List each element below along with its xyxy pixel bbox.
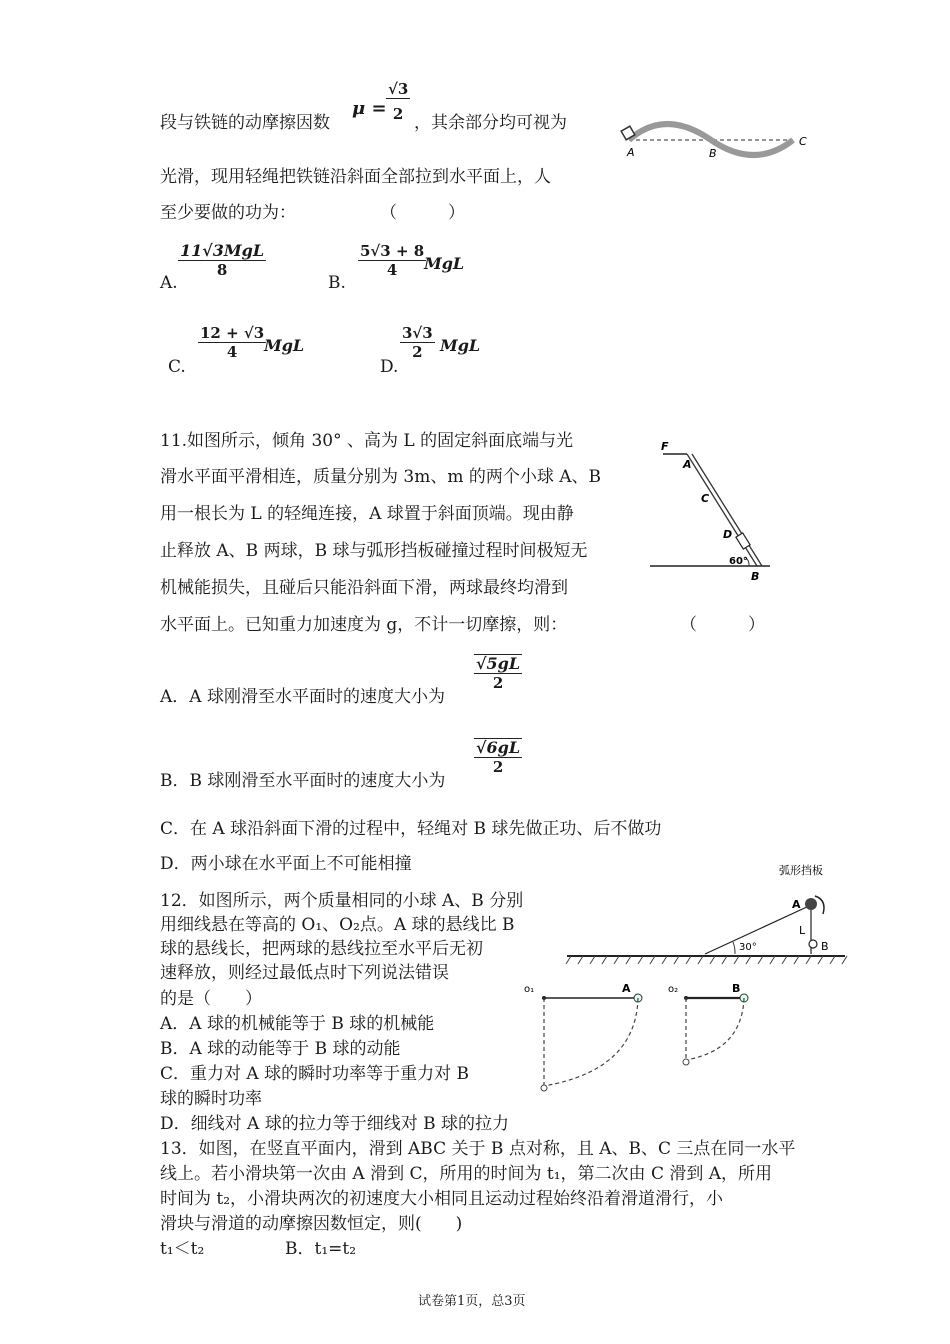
page-footer: 试卷第1页，总3页 bbox=[418, 1294, 526, 1309]
q12-fig-label-o1: o₁ bbox=[524, 984, 535, 995]
q11-fig-slope-line1 bbox=[687, 454, 757, 566]
q12-fig-dash-b-arc bbox=[686, 998, 744, 1060]
q12-fig-label-b: B bbox=[821, 940, 829, 953]
q11-incline-figure bbox=[645, 436, 775, 586]
q10-option-d-suffix: MgL bbox=[440, 336, 481, 355]
q10-option-b-suffix: MgL bbox=[424, 254, 465, 273]
q10-option-c-label: C. bbox=[168, 357, 186, 377]
q10-option-a-label: A. bbox=[160, 273, 178, 293]
q12-fig-title: 弧形挡板 bbox=[779, 864, 823, 877]
q12-fig-angle-arc bbox=[733, 942, 735, 954]
q13-option-1: t₁＜t₂ bbox=[160, 1239, 205, 1259]
q12-fig-ball-b bbox=[809, 940, 817, 948]
q11-fig-slope-line2 bbox=[692, 454, 762, 566]
q11-option-a-fraction: $\frac{√5gL}{2}$ bbox=[476, 654, 521, 692]
q11-line-5: 机械能损失，且碰后只能沿斜面下滑，两球最终均滑到 bbox=[160, 578, 568, 598]
q11-option-a: A．A 球刚滑至水平面时的速度大小为 bbox=[160, 687, 445, 707]
q12-fig-ground-hatch bbox=[566, 956, 847, 964]
q10-option-a-fraction: 11√3MgL 8 bbox=[180, 241, 265, 279]
q12-fig-label-a: A bbox=[622, 982, 631, 995]
q11-answer-paren: （ ） bbox=[680, 615, 765, 635]
q12-fig-slope bbox=[705, 906, 809, 954]
q10-line1: 段与铁链的动摩擦因数 bbox=[160, 113, 330, 133]
q12-line-4: 速释放，则经过最低点时下列说法错误 bbox=[160, 963, 449, 983]
q10-option-d-fraction: $\frac{3√3}{2}$ bbox=[402, 324, 433, 361]
q12-fig-label-a: A bbox=[792, 898, 801, 911]
q11-option-b: B．B 球刚滑至水平面时的速度大小为 bbox=[160, 771, 446, 791]
q12-option-c-1: C．重力对 A 球的瞬时功率等于重力对 B bbox=[160, 1064, 469, 1084]
q11-fig-ball-d bbox=[736, 533, 750, 549]
q11-line-2: 滑水平面平滑相连，质量分别为 3m、m 的两个小球 A、B bbox=[160, 467, 602, 487]
q11-fig-label-c: C bbox=[701, 492, 710, 505]
q12-option-b: B．A 球的动能等于 B 球的动能 bbox=[160, 1039, 401, 1059]
q12-fig-ball-a-bottom bbox=[541, 1085, 547, 1091]
q13-line-2: 线上。若小滑块第一次由 A 滑到 C，所用的时间为 t₁，第二次由 C 滑到 A，所用 bbox=[160, 1164, 773, 1184]
q12-fig-label-l: L bbox=[799, 924, 806, 937]
q12-option-c-2: 球的瞬时功率 bbox=[160, 1089, 262, 1109]
q11-fig-label-a: A bbox=[683, 458, 692, 471]
q10-answer-paren: （ ） bbox=[380, 203, 465, 223]
q12-line-5: 的是（ ） bbox=[160, 989, 262, 1009]
q10-option-b-fraction: $\frac{5√3 + 8}{4}$ bbox=[360, 242, 425, 279]
q12-fig-ball-b-bottom bbox=[683, 1059, 689, 1065]
q11-option-b-fraction: $\frac{√6gL}{2}$ bbox=[476, 738, 521, 776]
q12-option-d: D．细线对 A 球的拉力等于细线对 B 球的拉力 bbox=[160, 1114, 510, 1134]
q11-option-d: D．两小球在水平面上不可能相撞 bbox=[160, 854, 412, 874]
q12-baffle-figure bbox=[565, 860, 850, 972]
q10-fig-label-a: A bbox=[627, 146, 635, 159]
q12-line-2: 用细线悬在等高的 O₁、O₂点。A 球的悬线比 B bbox=[160, 915, 515, 935]
q10-option-c-suffix: MgL bbox=[264, 336, 305, 355]
q12-fig-dash-a-arc bbox=[544, 998, 638, 1086]
q10-fig-label-c: C bbox=[799, 135, 807, 148]
q10-line2: 光滑，现用轻绳把铁链沿斜面全部拉到水平面上，人 bbox=[160, 167, 551, 187]
q12-fig-ball-a bbox=[805, 898, 817, 910]
q10-chain-figure bbox=[615, 112, 815, 162]
q10-line1-tail: ，其余部分均可视为 bbox=[414, 113, 567, 133]
q12-line-1: 12．如图所示，两个质量相同的小球 A、B 分别 bbox=[160, 891, 524, 911]
q10-option-d-label: D. bbox=[380, 357, 399, 377]
q10-option-c-fraction: $\frac{12 + √3}{4}$ bbox=[200, 324, 265, 361]
q10-mu-fraction: $\frac{√3}{2}$ bbox=[388, 80, 409, 123]
q11-line-3: 用一根长为 L 的轻绳连接，A 球置于斜面顶端。现由静 bbox=[160, 504, 574, 524]
q10-option-b-label: B. bbox=[328, 273, 346, 293]
q13-line-1: 13．如图，在竖直平面内，滑到 ABC 关于 B 点对称，且 A、B、C 三点在同一水平 bbox=[160, 1139, 796, 1159]
q10-line3: 至少要做的功为： bbox=[160, 203, 296, 223]
q10-mu-symbol: μ = bbox=[352, 98, 387, 119]
q11-line-4: 止释放 A、B 两球，B 球与弧形挡板碰撞过程时间极短无 bbox=[160, 541, 588, 561]
q11-fig-label-f: F bbox=[661, 440, 669, 453]
q12-fig-angle: 30° bbox=[739, 942, 757, 953]
q10-fig-label-b: B bbox=[709, 147, 717, 160]
q13-line-4: 滑块与滑道的动摩擦因数恒定，则( ) bbox=[160, 1214, 463, 1234]
q12-fig-label-b: B bbox=[732, 982, 741, 995]
q13-line-3: 时间为 t₂，小滑块两次的初速度大小相同且运动过程始终沿着滑道滑行，小 bbox=[160, 1189, 724, 1209]
q11-fig-label-angle: 60° bbox=[729, 556, 748, 567]
q11-fig-label-b: B bbox=[751, 570, 760, 583]
q12-line-3: 球的悬线长，把两球的悬线拉至水平后无初 bbox=[160, 939, 483, 959]
q13-option-b: B．t₁=t₂ bbox=[285, 1239, 357, 1259]
q12-pendulum-figure bbox=[520, 978, 780, 1098]
q12-fig-label-o2: o₂ bbox=[668, 984, 679, 995]
q11-option-c: C．在 A 球沿斜面下滑的过程中，轻绳对 B 球先做正功、后不做功 bbox=[160, 819, 662, 839]
q11-line-6: 水平面上。已知重力加速度为 g，不计一切摩擦，则： bbox=[160, 615, 568, 635]
q12-option-a: A．A 球的机械能等于 B 球的机械能 bbox=[160, 1014, 435, 1034]
q11-line-1: 11.如图所示，倾角 30° 、高为 L 的固定斜面底端与光 bbox=[160, 431, 574, 451]
q11-fig-label-d: D bbox=[723, 528, 733, 541]
